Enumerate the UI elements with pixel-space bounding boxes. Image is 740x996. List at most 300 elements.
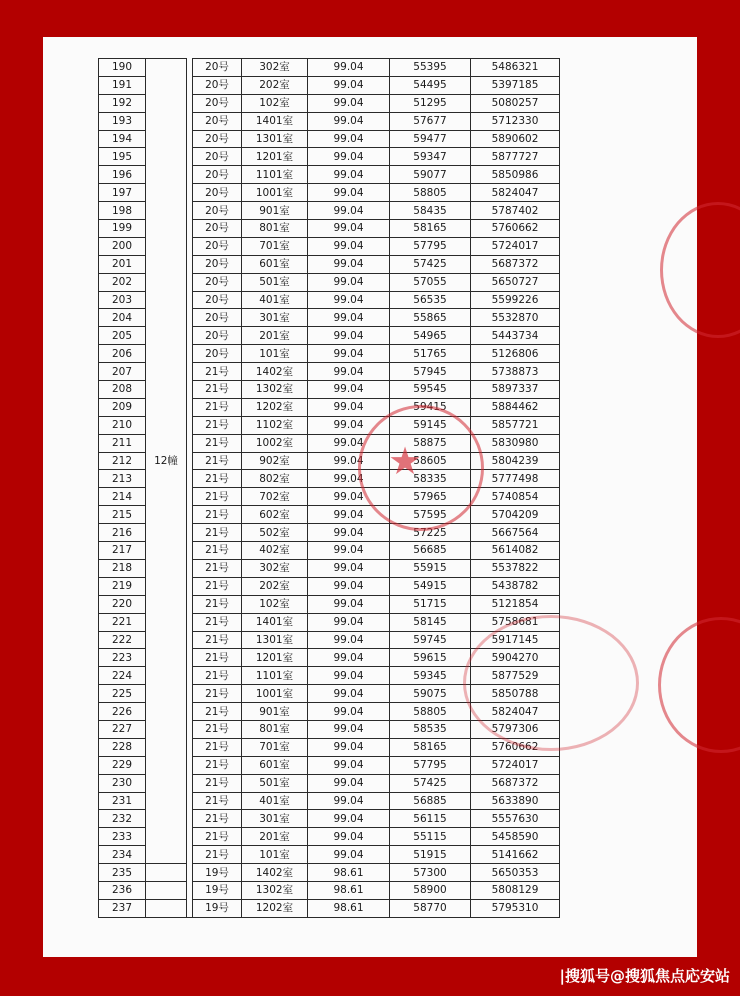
room-cell: 1301室	[242, 130, 308, 148]
unit-cell: 19号	[193, 899, 242, 917]
total-price-cell: 5687372	[471, 774, 560, 792]
area-cell: 99.04	[308, 685, 390, 703]
total-price-cell: 5804239	[471, 452, 560, 470]
row-number-cell: 224	[99, 667, 146, 685]
room-cell: 702室	[242, 488, 308, 506]
unit-price-cell: 54965	[390, 327, 471, 345]
row-number-cell: 230	[99, 774, 146, 792]
unit-cell: 21号	[193, 685, 242, 703]
unit-cell: 21号	[193, 488, 242, 506]
building-cell	[146, 881, 187, 899]
room-cell: 202室	[242, 577, 308, 595]
row-number-cell: 228	[99, 738, 146, 756]
unit-cell: 20号	[193, 327, 242, 345]
area-cell: 99.04	[308, 667, 390, 685]
total-price-cell: 5704209	[471, 506, 560, 524]
area-cell: 98.61	[308, 899, 390, 917]
room-cell: 601室	[242, 756, 308, 774]
room-cell: 1201室	[242, 148, 308, 166]
room-cell: 1202室	[242, 398, 308, 416]
unit-cell: 21号	[193, 774, 242, 792]
room-cell: 401室	[242, 291, 308, 309]
row-number-cell: 190	[99, 59, 146, 77]
row-number-cell: 211	[99, 434, 146, 452]
area-cell: 99.04	[308, 291, 390, 309]
unit-cell: 21号	[193, 613, 242, 631]
total-price-cell: 5614082	[471, 542, 560, 560]
room-cell: 601室	[242, 255, 308, 273]
unit-price-cell: 57677	[390, 112, 471, 130]
room-cell: 1202室	[242, 899, 308, 917]
unit-price-cell: 57425	[390, 255, 471, 273]
table-row	[99, 881, 560, 899]
row-number-cell: 213	[99, 470, 146, 488]
unit-cell: 21号	[193, 452, 242, 470]
room-cell: 1001室	[242, 685, 308, 703]
area-cell: 99.04	[308, 130, 390, 148]
total-price-cell: 5760662	[471, 220, 560, 238]
unit-price-cell: 58770	[390, 899, 471, 917]
total-price-cell: 5486321	[471, 59, 560, 77]
unit-cell: 21号	[193, 810, 242, 828]
total-price-cell: 5633890	[471, 792, 560, 810]
row-number-cell: 206	[99, 345, 146, 363]
unit-cell: 21号	[193, 649, 242, 667]
row-number-cell: 237	[99, 899, 146, 917]
room-cell: 1402室	[242, 864, 308, 882]
unit-price-cell: 51915	[390, 846, 471, 864]
unit-cell: 21号	[193, 756, 242, 774]
unit-price-cell: 59615	[390, 649, 471, 667]
unit-cell: 20号	[193, 148, 242, 166]
area-cell: 99.04	[308, 309, 390, 327]
area-cell: 99.04	[308, 416, 390, 434]
area-cell: 99.04	[308, 452, 390, 470]
watermark: |搜狐号@搜狐焦点応安站	[559, 967, 730, 985]
unit-cell: 20号	[193, 112, 242, 130]
total-price-cell: 5650727	[471, 273, 560, 291]
room-cell: 302室	[242, 559, 308, 577]
room-cell: 802室	[242, 470, 308, 488]
total-price-cell: 5126806	[471, 345, 560, 363]
unit-price-cell: 54495	[390, 76, 471, 94]
total-price-cell: 5795310	[471, 899, 560, 917]
unit-price-cell: 57795	[390, 237, 471, 255]
total-price-cell: 5438782	[471, 577, 560, 595]
area-cell: 99.04	[308, 94, 390, 112]
area-cell: 99.04	[308, 148, 390, 166]
unit-price-cell: 55115	[390, 828, 471, 846]
area-cell: 99.04	[308, 542, 390, 560]
area-cell: 99.04	[308, 524, 390, 542]
area-cell: 99.04	[308, 327, 390, 345]
price-table	[98, 58, 560, 918]
row-number-cell: 234	[99, 846, 146, 864]
table-row	[99, 899, 560, 917]
unit-cell: 20号	[193, 94, 242, 112]
unit-price-cell: 58535	[390, 720, 471, 738]
room-cell: 302室	[242, 59, 308, 77]
row-number-cell: 214	[99, 488, 146, 506]
unit-price-cell: 59145	[390, 416, 471, 434]
unit-price-cell: 58145	[390, 613, 471, 631]
unit-cell: 20号	[193, 309, 242, 327]
area-cell: 99.04	[308, 703, 390, 721]
row-number-cell: 208	[99, 381, 146, 399]
row-number-cell: 223	[99, 649, 146, 667]
room-cell: 201室	[242, 828, 308, 846]
row-number-cell: 235	[99, 864, 146, 882]
unit-cell: 21号	[193, 738, 242, 756]
unit-cell: 21号	[193, 434, 242, 452]
area-cell: 99.04	[308, 810, 390, 828]
unit-cell: 20号	[193, 166, 242, 184]
total-price-cell: 5599226	[471, 291, 560, 309]
total-price-cell: 5740854	[471, 488, 560, 506]
row-number-cell: 222	[99, 631, 146, 649]
total-price-cell: 5667564	[471, 524, 560, 542]
room-cell: 602室	[242, 506, 308, 524]
unit-price-cell: 58165	[390, 738, 471, 756]
total-price-cell: 5724017	[471, 756, 560, 774]
total-price-cell: 5890602	[471, 130, 560, 148]
total-price-cell: 5458590	[471, 828, 560, 846]
area-cell: 98.61	[308, 881, 390, 899]
total-price-cell: 5080257	[471, 94, 560, 112]
room-cell: 701室	[242, 738, 308, 756]
unit-price-cell: 51715	[390, 595, 471, 613]
row-number-cell: 205	[99, 327, 146, 345]
unit-price-cell: 59415	[390, 398, 471, 416]
unit-cell: 20号	[193, 202, 242, 220]
unit-price-cell: 58875	[390, 434, 471, 452]
unit-cell: 19号	[193, 881, 242, 899]
area-cell: 99.04	[308, 846, 390, 864]
area-cell: 99.04	[308, 345, 390, 363]
row-number-cell: 198	[99, 202, 146, 220]
row-number-cell: 226	[99, 703, 146, 721]
unit-price-cell: 58805	[390, 703, 471, 721]
row-number-cell: 196	[99, 166, 146, 184]
unit-price-cell: 57425	[390, 774, 471, 792]
row-number-cell: 229	[99, 756, 146, 774]
area-cell: 99.04	[308, 398, 390, 416]
area-cell: 99.04	[308, 255, 390, 273]
table-row	[99, 59, 560, 77]
unit-price-cell: 59075	[390, 685, 471, 703]
area-cell: 99.04	[308, 577, 390, 595]
room-cell: 901室	[242, 202, 308, 220]
room-cell: 1401室	[242, 613, 308, 631]
room-cell: 1002室	[242, 434, 308, 452]
unit-cell: 20号	[193, 273, 242, 291]
unit-price-cell: 56115	[390, 810, 471, 828]
row-number-cell: 232	[99, 810, 146, 828]
total-price-cell: 5443734	[471, 327, 560, 345]
total-price-cell: 5777498	[471, 470, 560, 488]
area-cell: 99.04	[308, 559, 390, 577]
total-price-cell: 5877529	[471, 667, 560, 685]
area-cell: 99.04	[308, 434, 390, 452]
official-seal-stamp	[658, 617, 740, 753]
unit-cell: 21号	[193, 631, 242, 649]
room-cell: 202室	[242, 76, 308, 94]
unit-price-cell: 57795	[390, 756, 471, 774]
unit-cell: 20号	[193, 220, 242, 238]
unit-cell: 21号	[193, 828, 242, 846]
unit-price-cell: 55915	[390, 559, 471, 577]
row-number-cell: 202	[99, 273, 146, 291]
row-number-cell: 231	[99, 792, 146, 810]
unit-price-cell: 58900	[390, 881, 471, 899]
room-cell: 101室	[242, 846, 308, 864]
unit-price-cell: 56535	[390, 291, 471, 309]
room-cell: 801室	[242, 220, 308, 238]
unit-cell: 20号	[193, 345, 242, 363]
room-cell: 102室	[242, 595, 308, 613]
room-cell: 1302室	[242, 881, 308, 899]
total-price-cell: 5917145	[471, 631, 560, 649]
area-cell: 99.04	[308, 828, 390, 846]
room-cell: 401室	[242, 792, 308, 810]
unit-cell: 20号	[193, 59, 242, 77]
row-number-cell: 207	[99, 363, 146, 381]
total-price-cell: 5877727	[471, 148, 560, 166]
room-cell: 1301室	[242, 631, 308, 649]
total-price-cell: 5121854	[471, 595, 560, 613]
row-number-cell: 220	[99, 595, 146, 613]
total-price-cell: 5537822	[471, 559, 560, 577]
row-number-cell: 225	[99, 685, 146, 703]
row-number-cell: 216	[99, 524, 146, 542]
room-cell: 102室	[242, 94, 308, 112]
area-cell: 99.04	[308, 649, 390, 667]
row-number-cell: 219	[99, 577, 146, 595]
total-price-cell: 5897337	[471, 381, 560, 399]
unit-cell: 21号	[193, 542, 242, 560]
room-cell: 501室	[242, 273, 308, 291]
row-number-cell: 217	[99, 542, 146, 560]
unit-cell: 21号	[193, 792, 242, 810]
total-price-cell: 5808129	[471, 881, 560, 899]
area-cell: 99.04	[308, 631, 390, 649]
total-price-cell: 5712330	[471, 112, 560, 130]
unit-price-cell: 58335	[390, 470, 471, 488]
row-number-cell: 212	[99, 452, 146, 470]
total-price-cell: 5738873	[471, 363, 560, 381]
unit-price-cell: 59347	[390, 148, 471, 166]
area-cell: 99.04	[308, 738, 390, 756]
unit-price-cell: 59077	[390, 166, 471, 184]
total-price-cell: 5850986	[471, 166, 560, 184]
unit-price-cell: 58605	[390, 452, 471, 470]
row-number-cell: 218	[99, 559, 146, 577]
unit-price-cell: 57945	[390, 363, 471, 381]
area-cell: 99.04	[308, 381, 390, 399]
row-number-cell: 191	[99, 76, 146, 94]
unit-cell: 21号	[193, 559, 242, 577]
row-number-cell: 200	[99, 237, 146, 255]
unit-price-cell: 51765	[390, 345, 471, 363]
unit-cell: 20号	[193, 255, 242, 273]
area-cell: 99.04	[308, 59, 390, 77]
unit-cell: 21号	[193, 846, 242, 864]
unit-cell: 21号	[193, 577, 242, 595]
unit-price-cell: 56685	[390, 542, 471, 560]
row-number-cell: 221	[99, 613, 146, 631]
total-price-cell: 5758681	[471, 613, 560, 631]
room-cell: 1102室	[242, 416, 308, 434]
unit-price-cell: 55395	[390, 59, 471, 77]
unit-cell: 21号	[193, 398, 242, 416]
row-number-cell: 197	[99, 184, 146, 202]
row-number-cell: 204	[99, 309, 146, 327]
total-price-cell: 5141662	[471, 846, 560, 864]
area-cell: 99.04	[308, 792, 390, 810]
area-cell: 99.04	[308, 76, 390, 94]
unit-price-cell: 55865	[390, 309, 471, 327]
row-number-cell: 227	[99, 720, 146, 738]
area-cell: 99.04	[308, 720, 390, 738]
unit-price-cell: 57055	[390, 273, 471, 291]
total-price-cell: 5857721	[471, 416, 560, 434]
room-cell: 502室	[242, 524, 308, 542]
room-cell: 701室	[242, 237, 308, 255]
unit-cell: 21号	[193, 595, 242, 613]
room-cell: 1302室	[242, 381, 308, 399]
area-cell: 99.04	[308, 756, 390, 774]
total-price-cell: 5532870	[471, 309, 560, 327]
total-price-cell: 5397185	[471, 76, 560, 94]
unit-cell: 20号	[193, 130, 242, 148]
building-cell	[146, 864, 187, 882]
row-number-cell: 209	[99, 398, 146, 416]
document-page	[43, 37, 697, 957]
room-cell: 301室	[242, 810, 308, 828]
unit-cell: 20号	[193, 184, 242, 202]
area-cell: 99.04	[308, 166, 390, 184]
row-number-cell: 199	[99, 220, 146, 238]
unit-price-cell: 59345	[390, 667, 471, 685]
room-cell: 301室	[242, 309, 308, 327]
total-price-cell: 5830980	[471, 434, 560, 452]
room-cell: 402室	[242, 542, 308, 560]
area-cell: 99.04	[308, 595, 390, 613]
area-cell: 99.04	[308, 220, 390, 238]
room-cell: 1101室	[242, 667, 308, 685]
room-cell: 902室	[242, 452, 308, 470]
total-price-cell: 5760662	[471, 738, 560, 756]
unit-cell: 19号	[193, 864, 242, 882]
unit-cell: 20号	[193, 291, 242, 309]
unit-price-cell: 57300	[390, 864, 471, 882]
row-number-cell: 215	[99, 506, 146, 524]
total-price-cell: 5850788	[471, 685, 560, 703]
room-cell: 1101室	[242, 166, 308, 184]
area-cell: 99.04	[308, 112, 390, 130]
unit-price-cell: 58165	[390, 220, 471, 238]
total-price-cell: 5904270	[471, 649, 560, 667]
row-number-cell: 233	[99, 828, 146, 846]
unit-price-cell: 58805	[390, 184, 471, 202]
total-price-cell: 5824047	[471, 703, 560, 721]
unit-price-cell: 51295	[390, 94, 471, 112]
unit-price-cell: 59745	[390, 631, 471, 649]
total-price-cell: 5650353	[471, 864, 560, 882]
unit-cell: 21号	[193, 381, 242, 399]
unit-cell: 21号	[193, 703, 242, 721]
row-number-cell: 236	[99, 881, 146, 899]
total-price-cell: 5797306	[471, 720, 560, 738]
room-cell: 1401室	[242, 112, 308, 130]
unit-price-cell: 54915	[390, 577, 471, 595]
unit-cell: 20号	[193, 76, 242, 94]
room-cell: 501室	[242, 774, 308, 792]
row-number-cell: 194	[99, 130, 146, 148]
area-cell: 99.04	[308, 613, 390, 631]
unit-price-cell: 57595	[390, 506, 471, 524]
building-cell: 12幢	[146, 59, 187, 864]
unit-price-cell: 56885	[390, 792, 471, 810]
unit-cell: 21号	[193, 667, 242, 685]
unit-price-cell: 59477	[390, 130, 471, 148]
row-number-cell: 193	[99, 112, 146, 130]
official-seal-stamp	[660, 202, 740, 338]
room-cell: 201室	[242, 327, 308, 345]
room-cell: 101室	[242, 345, 308, 363]
area-cell: 99.04	[308, 363, 390, 381]
unit-price-cell: 59545	[390, 381, 471, 399]
total-price-cell: 5884462	[471, 398, 560, 416]
row-number-cell: 201	[99, 255, 146, 273]
room-cell: 1001室	[242, 184, 308, 202]
unit-price-cell: 58435	[390, 202, 471, 220]
unit-cell: 21号	[193, 470, 242, 488]
table-row	[99, 864, 560, 882]
room-cell: 1402室	[242, 363, 308, 381]
area-cell: 99.04	[308, 237, 390, 255]
row-number-cell: 203	[99, 291, 146, 309]
building-cell	[146, 899, 187, 917]
unit-cell: 20号	[193, 237, 242, 255]
total-price-cell: 5724017	[471, 237, 560, 255]
area-cell: 98.61	[308, 864, 390, 882]
area-cell: 99.04	[308, 184, 390, 202]
area-cell: 99.04	[308, 470, 390, 488]
area-cell: 99.04	[308, 774, 390, 792]
row-number-cell: 210	[99, 416, 146, 434]
seal-star-icon: ★	[388, 439, 423, 483]
row-number-cell: 192	[99, 94, 146, 112]
area-cell: 99.04	[308, 488, 390, 506]
area-cell: 99.04	[308, 273, 390, 291]
unit-price-cell: 57965	[390, 488, 471, 506]
row-number-cell: 195	[99, 148, 146, 166]
unit-cell: 21号	[193, 720, 242, 738]
area-cell: 99.04	[308, 202, 390, 220]
room-cell: 801室	[242, 720, 308, 738]
total-price-cell: 5687372	[471, 255, 560, 273]
unit-cell: 21号	[193, 363, 242, 381]
unit-cell: 21号	[193, 506, 242, 524]
unit-price-cell: 57225	[390, 524, 471, 542]
total-price-cell: 5824047	[471, 184, 560, 202]
total-price-cell: 5557630	[471, 810, 560, 828]
area-cell: 99.04	[308, 506, 390, 524]
total-price-cell: 5787402	[471, 202, 560, 220]
unit-cell: 21号	[193, 524, 242, 542]
room-cell: 901室	[242, 703, 308, 721]
